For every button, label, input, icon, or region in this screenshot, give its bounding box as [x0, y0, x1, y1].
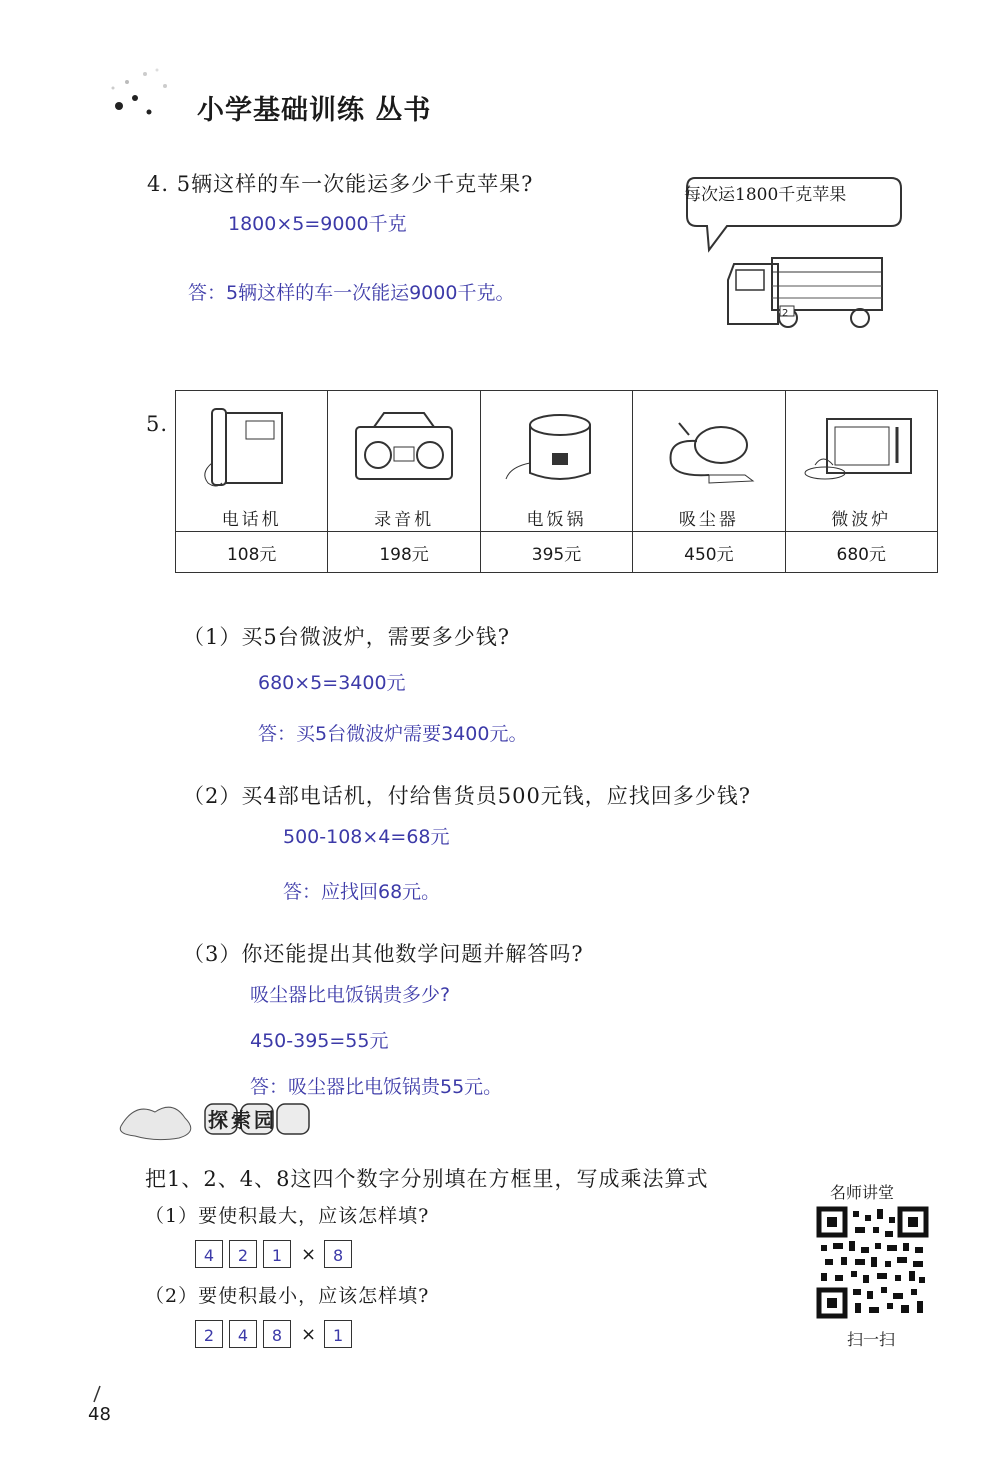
digit-box: 4 [195, 1240, 223, 1268]
digit-box: 8 [263, 1320, 291, 1348]
digit-box: 2 [195, 1320, 223, 1348]
explore-title: 探索园 [208, 1108, 277, 1132]
q4-answer: 答：5辆这样的车一次能运9000千克。 [188, 282, 515, 304]
explore-sub1-question: （1）要使积最大，应该怎样填? [145, 1205, 430, 1227]
q5-sub3-question: （3）你还能提出其他数学问题并解答吗? [183, 942, 584, 966]
digit-box: 1 [263, 1240, 291, 1268]
product-price: 450元 [633, 532, 785, 573]
digit-box: 1 [324, 1320, 352, 1348]
times-sign: × [301, 1323, 317, 1345]
product-price: 198元 [328, 532, 480, 573]
q5-sub2-work: 500-108×4=68元 [283, 826, 450, 848]
product-price: 680元 [785, 532, 937, 573]
q5-sub2-answer: 答：应找回68元。 [283, 881, 441, 903]
q5-sub1-question: （1）买5台微波炉，需要多少钱? [183, 625, 510, 649]
digit-box: 2 [229, 1240, 257, 1268]
truck-plate: 2 [782, 308, 789, 319]
product-name: 吸尘器 [678, 510, 739, 530]
q5-sub3-student-question: 吸尘器比电饭锅贵多少? [250, 984, 451, 1006]
product-row [176, 391, 938, 532]
times-sign: × [301, 1243, 317, 1265]
product-name: 录音机 [374, 510, 435, 530]
explore-question: 把1、2、4、8这四个数字分别填在方框里，写成乘法算式 [145, 1167, 709, 1191]
truck-icon [722, 250, 890, 348]
product-cell [328, 391, 480, 532]
product-name: 电话机 [221, 510, 282, 530]
explore-sub2-equation [195, 1320, 358, 1348]
q5-sub3-answer: 答：吸尘器比电饭锅贵55元。 [250, 1076, 503, 1098]
bubble-text: 每次运1800千克苹果 [684, 185, 847, 205]
product-cell [633, 391, 785, 532]
qr-code-icon[interactable] [815, 1205, 930, 1320]
page-number: 48 [88, 1404, 111, 1425]
product-cell [176, 391, 328, 532]
radio-cassette-icon [344, 403, 464, 491]
price-row [176, 532, 938, 573]
page-mark-icon [92, 1385, 102, 1403]
product-cell [785, 391, 937, 532]
q5-sub2-question: （2）买4部电话机，付给售货员500元钱，应找回多少钱? [183, 784, 752, 808]
q4-work: 1800×5=9000千克 [228, 213, 407, 235]
decorative-dots-icon [105, 62, 195, 132]
telephone-icon [192, 403, 312, 491]
product-name: 微波炉 [831, 510, 892, 530]
product-name: 电饭锅 [526, 510, 587, 530]
product-price: 108元 [176, 532, 328, 573]
digit-box: 8 [324, 1240, 352, 1268]
price-table [175, 390, 938, 573]
qr-scan-label: 扫一扫 [847, 1330, 896, 1349]
product-price: 395元 [480, 532, 632, 573]
q5-sub1-answer: 答：买5台微波炉需要3400元。 [258, 723, 528, 745]
series-title: 小学基础训练 丛书 [197, 95, 432, 126]
explore-sub1-equation [195, 1240, 358, 1268]
qr-title: 名师讲堂 [830, 1183, 895, 1202]
q5-sub3-work: 450-395=55元 [250, 1030, 389, 1052]
vacuum-cleaner-icon [649, 403, 769, 491]
q4-question: 4. 5辆这样的车一次能运多少千克苹果? [147, 172, 534, 196]
q5-sub1-work: 680×5=3400元 [258, 672, 406, 694]
explore-sub2-question: （2）要使积最小，应该怎样填? [145, 1285, 430, 1307]
q5-number: 5. [146, 412, 169, 436]
product-cell [480, 391, 632, 532]
microwave-icon [801, 403, 921, 491]
rice-cooker-icon [496, 403, 616, 491]
digit-box: 4 [229, 1320, 257, 1348]
